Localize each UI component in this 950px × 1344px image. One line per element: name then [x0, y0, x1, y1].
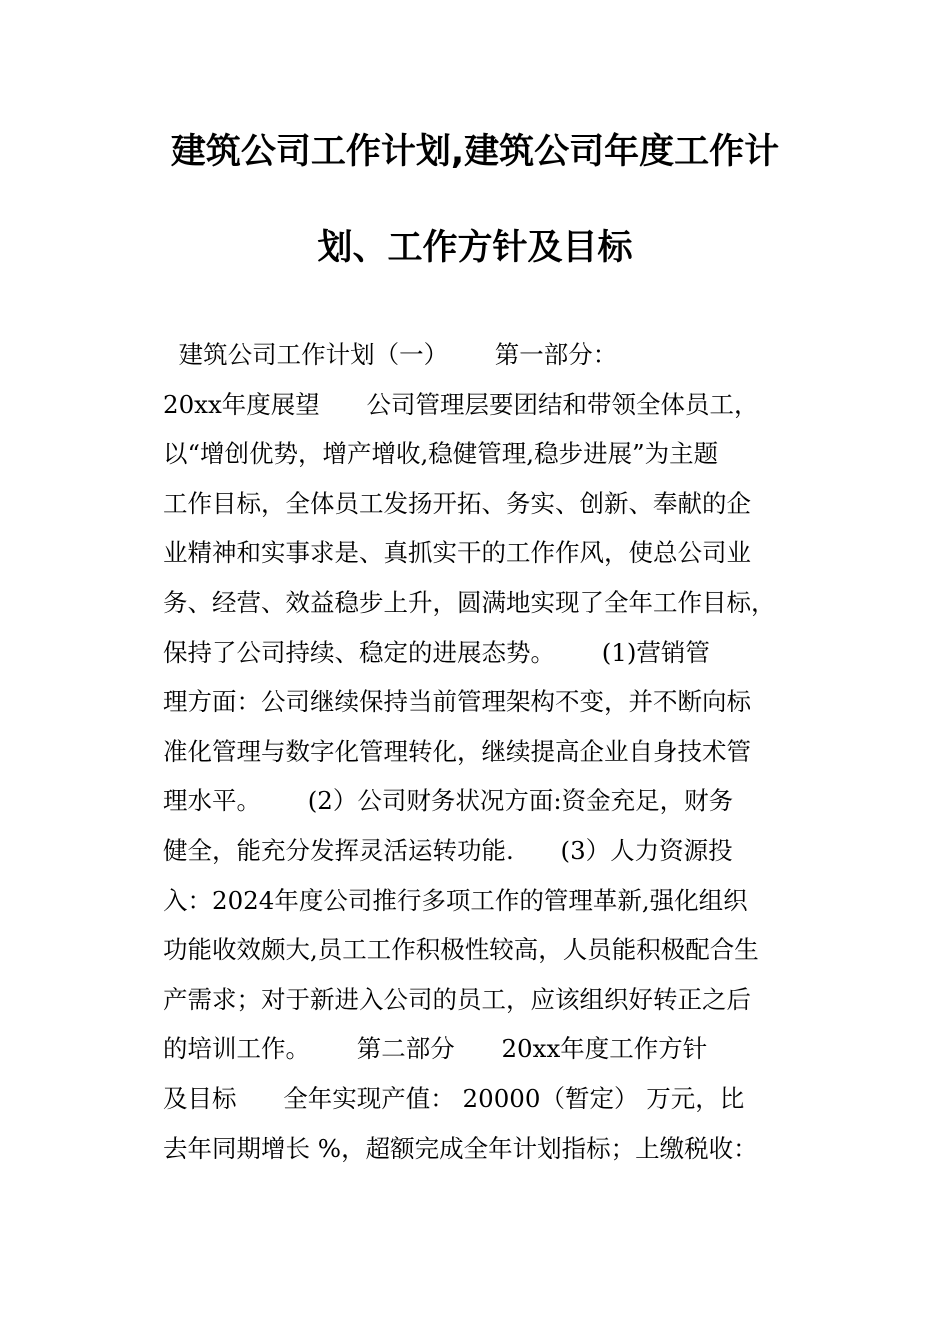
body-line: 建筑公司工作计划（一） 第一部分：	[163, 340, 618, 369]
body-line: 以“增创优势，增产增收,稳健管理,稳步进展”为主题	[163, 439, 719, 469]
body-line: 去年同期增长 %，超额完成全年计划指标；上缴税收：	[163, 1133, 758, 1163]
body-line: 业精神和实事求是、真抓实干的工作作风，使总公司业	[163, 538, 751, 568]
body-line: 保持了公司持续、稳定的进展态势。 (1)营销管	[163, 637, 710, 667]
body-line: 工作目标，全体员工发扬开拓、务实、创新、奉献的企	[163, 488, 751, 518]
body-line: 准化管理与数字化管理转化，继续提高企业自身技术管	[163, 736, 751, 766]
document-title-line-1: 建筑公司工作计划,建筑公司年度工作计	[170, 132, 780, 172]
body-line: 产需求；对于新进入公司的员工，应该组织好转正之后	[163, 984, 751, 1014]
body-line: 及目标 全年实现产值： 20000（暂定） 万元，比	[163, 1083, 745, 1113]
body-line: 理水平。 (2）公司财务状况方面:资金充足，财务	[163, 786, 734, 816]
body-line: 功能收效颇大,员工工作积极性较高，人员能积极配合生	[163, 935, 759, 965]
body-line: 理方面：公司继续保持当前管理架构不变，并不断向标	[163, 687, 751, 717]
body-line: 20xx年度展望 公司管理层要团结和带领全体员工，	[163, 389, 759, 419]
document-body	[163, 330, 803, 1173]
body-line: 入：2024年度公司推行多项工作的管理革新,强化组织	[163, 885, 748, 915]
body-line: 务、经营、效益稳步上升，圆满地实现了全年工作目标，	[163, 587, 776, 617]
body-line: 的培训工作。 第二部分 20xx年度工作方针	[163, 1034, 708, 1064]
document-title-line-2: 划、工作方针及目标	[317, 228, 633, 268]
body-line: 健全，能充分发挥灵活运转功能. (3）人力资源投	[163, 835, 733, 865]
